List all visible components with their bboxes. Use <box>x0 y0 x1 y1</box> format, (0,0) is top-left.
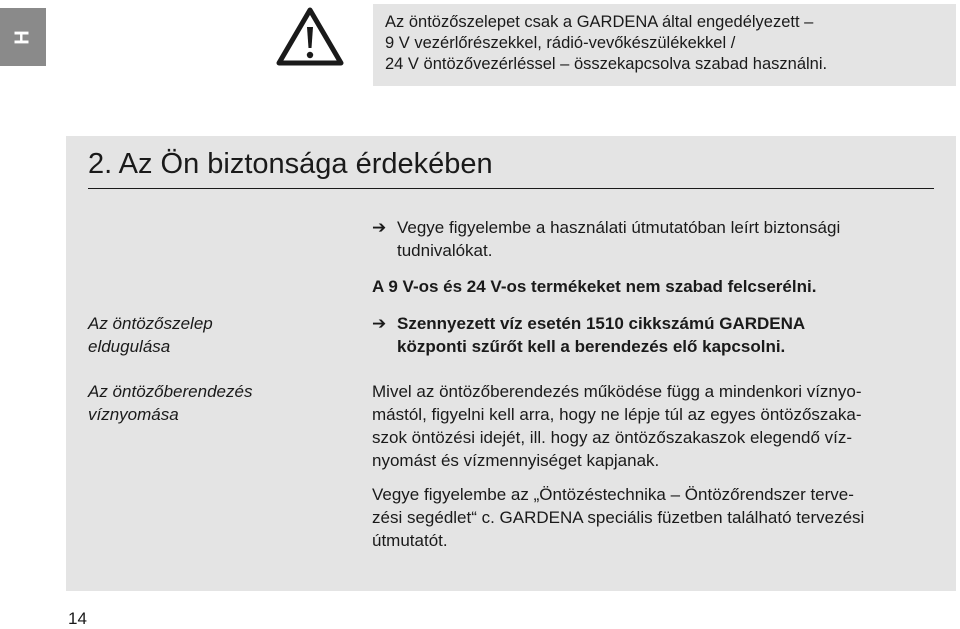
instruction-line: Vegye figyelembe a használati útmutatóban leírt biztonsági <box>397 218 841 237</box>
warning-line: Az öntözőszelepet csak a GARDENA által engedélyezett – <box>385 13 814 31</box>
pressure-paragraph <box>372 380 862 472</box>
label-line: Az öntözőszelep <box>88 314 213 333</box>
filter-instruction <box>372 312 805 358</box>
language-tab-label: H <box>11 29 34 45</box>
paragraph-line: mástól, figyelni kell arra, hogy ne lépje túl az egyes öntözőszaka- <box>372 405 862 424</box>
label-line: eldugulása <box>88 337 171 356</box>
reference-paragraph <box>372 483 864 552</box>
paragraph-line: Vegye figyelembe az „Öntözéstechnika – Öntözőrendszer terve- <box>372 485 854 504</box>
paragraph-line: zési segédlet“ c. GARDENA speciális füzetben található tervezési <box>372 508 865 527</box>
section-title: 2. Az Ön biztonsága érdekében <box>88 148 493 180</box>
page-number: 14 <box>68 609 87 628</box>
label-water-pressure <box>88 380 252 426</box>
title-divider <box>88 188 934 189</box>
bold-note <box>372 275 816 298</box>
paragraph-line: nyomást és vízmennyiséget kapjanak. <box>372 451 660 470</box>
instruction-line: tudnivalókat. <box>397 241 493 260</box>
paragraph-line: szok öntözési idejét, ill. hogy az öntözőszakaszok elegendő víz- <box>372 428 853 447</box>
warning-line: 24 V öntözővezérléssel – összekapcsolva szabad használni. <box>385 55 828 73</box>
arrow-icon: ➔ <box>372 218 387 237</box>
arrow-icon: ➔ <box>372 314 387 333</box>
safety-section <box>66 136 956 591</box>
paragraph-line: útmutatót. <box>372 531 448 550</box>
instruction-item <box>372 216 840 262</box>
warning-box <box>373 4 956 86</box>
instruction-line: Szennyezett víz esetén 1510 cikkszámú GARDENA <box>397 314 806 333</box>
paragraph-line: Mivel az öntözőberendezés működése függ a mindenkori víznyo- <box>372 382 862 401</box>
warning-line: 9 V vezérlőrészekkel, rádió-vevőkészülékekkel / <box>385 34 736 52</box>
language-tab <box>0 8 46 66</box>
instruction-line: központi szűrőt kell a berendezés elő kapcsolni. <box>397 337 786 356</box>
label-line: Az öntözőberendezés <box>88 382 253 401</box>
bold-note-text: A 9 V-os és 24 V-os termékeket nem szabad felcserélni. <box>372 277 817 296</box>
warning-triangle-icon <box>276 6 344 66</box>
label-line: víznyomása <box>88 405 179 424</box>
label-valve-clogging <box>88 312 213 358</box>
